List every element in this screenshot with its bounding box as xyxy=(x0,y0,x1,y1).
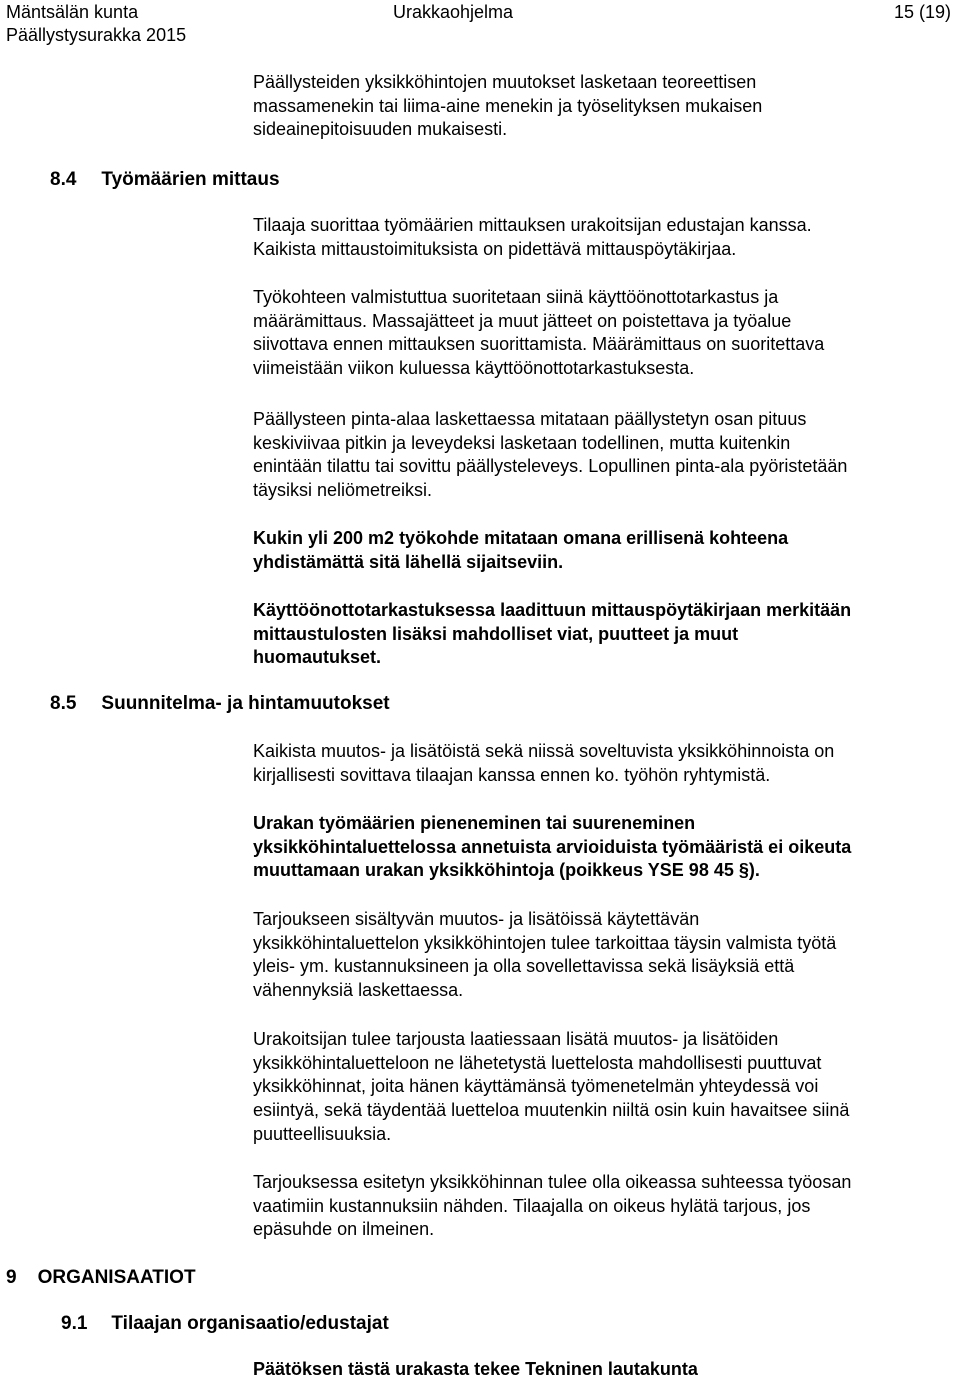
text-line: sideainepitoisuuden mukaisesti. xyxy=(253,119,508,140)
text-line: Päätöksen tästä urakasta tekee Tekninen lautakunta xyxy=(253,1359,698,1379)
text-line: puutteellisuuksia. xyxy=(253,1123,392,1144)
section-title: Tilaajan organisaatio/edustajat xyxy=(111,1313,389,1334)
text-line: Urakan työmäärien pieneneminen tai suureneminen xyxy=(253,813,696,833)
text-line: täysiksi neliömetreiksi. xyxy=(253,480,433,501)
section-heading-9 xyxy=(6,1266,196,1290)
paragraph-commissioning-inspection xyxy=(253,286,953,381)
text-line: Kaikista muutos- ja lisätöistä sekä niissä soveltuvista yksikköhinnoista on xyxy=(253,741,835,761)
section-title: ORGANISAATIOT xyxy=(37,1267,196,1288)
paragraph-quantity-changes xyxy=(253,812,953,883)
section-number: 9 xyxy=(6,1267,17,1288)
paragraph-decision-maker xyxy=(253,1358,953,1382)
header-page-number: 15 (19) xyxy=(893,2,951,22)
text-line: yksikköhintaluetteloon ne lähetetystä luettelosta mahdollisesti puuttuvat xyxy=(253,1052,822,1073)
paragraph-change-work-price-list xyxy=(253,908,953,1003)
paragraph-measurement-by-client xyxy=(253,214,953,261)
paragraph-unit-price-changes xyxy=(253,71,953,142)
paragraph-separate-sites xyxy=(253,527,953,574)
section-title: Suunnitelma- ja hintamuutokset xyxy=(101,693,390,714)
text-line: mittaustulosten lisäksi mahdolliset viat, puutteet ja muut xyxy=(253,623,739,644)
text-line: esiintyä, sekä täydentää luetteloa muutenkin niiltä osin kuin havaitsee siinä xyxy=(253,1100,850,1121)
text-line: vaatimiin kustannuksiin nähden. Tilaajalla on oikeus hylätä tarjous, jos xyxy=(253,1195,811,1216)
text-line: yksikköhintaluettelossa annetuista arvioiduista työmääristä ei oikeuta xyxy=(253,836,852,857)
text-line: Kukin yli 200 m2 työkohde mitataan omana erillisenä kohteena xyxy=(253,528,789,548)
text-line: Käyttöönottotarkastuksessa laadittuun mittauspöytäkirjaan merkitään xyxy=(253,600,852,620)
text-line: yleis- ym. kustannuksineen ja olla sovellettavissa sekä lisäyksiä että xyxy=(253,956,795,977)
text-line: yksikköhintaluettelon yksikköhintojen tulee tarkoittaa täysin valmista työtä xyxy=(253,932,837,953)
text-line: yksikköhinnat, joita hänen käyttämänsä työmenetelmän yhteydessä voi xyxy=(253,1076,819,1097)
text-line: Urakoitsijan tulee tarjousta laatiessaan lisätä muutos- ja lisätöiden xyxy=(253,1029,779,1049)
section-number: 8.5 xyxy=(50,693,77,714)
text-line: kirjallisesti sovittava tilaajan kanssa ennen ko. työhön ryhtymistä. xyxy=(253,764,771,785)
section-heading-8-4 xyxy=(50,168,280,192)
text-line: enintään tilattu tai sovittu päällysteleveys. Lopullinen pinta-ala pyöristetään xyxy=(253,456,848,477)
text-line: vähennyksiä laskettaessa. xyxy=(253,980,464,1001)
text-line: muuttamaan urakan yksikköhintoja (poikkeus YSE 98 45 §). xyxy=(253,860,760,881)
text-line: Tarjoukseen sisältyvän muutos- ja lisätöissä käytettävän xyxy=(253,909,700,929)
text-line: yhdistämättä sitä lähellä sijaitseviin. xyxy=(253,551,564,572)
text-line: Tarjouksessa esitetyn yksikköhinnan tulee olla oikeassa suhteessa työosan xyxy=(253,1172,852,1192)
section-heading-8-5 xyxy=(50,692,390,716)
text-line: siivottava ennen mittauksen suorittamista. Määrämittaus on suoritettava xyxy=(253,334,825,355)
text-line: Tilaaja suorittaa työmäärien mittauksen urakoitsijan edustajan kanssa. xyxy=(253,215,812,235)
text-line: huomautukset. xyxy=(253,647,382,668)
text-line: viimeistään viikon kuluessa käyttöönottotarkastuksesta. xyxy=(253,358,695,379)
text-line: epäsuhde on ilmeinen. xyxy=(253,1219,435,1240)
text-line: Päällysteen pinta-alaa laskettaessa mitataan päällystetyn osan pituus xyxy=(253,409,807,429)
paragraph-surface-area xyxy=(253,408,953,503)
header-municipality: Mäntsälän kunta xyxy=(6,2,139,22)
header-doc-type: Urakkaohjelma xyxy=(393,2,514,22)
text-line: keskiviivaa pitkin ja leveydeksi lasketaan todellinen, mutta kuitenkin xyxy=(253,432,791,453)
header-project: Päällystysurakka 2015 xyxy=(6,25,187,45)
text-line: massamenekin tai liima-aine menekin ja työselityksen mukaisen xyxy=(253,95,763,116)
paragraph-change-work-agreement xyxy=(253,740,953,787)
paragraph-inspection-protocol xyxy=(253,599,953,670)
section-number: 8.4 xyxy=(50,169,77,190)
section-title: Työmäärien mittaus xyxy=(101,169,280,190)
text-line: Päällysteiden yksikköhintojen muutokset lasketaan teoreettisen xyxy=(253,72,757,92)
text-line: määrämittaus. Massajätteet ja muut jätteet on poistettava ja työalue xyxy=(253,310,792,331)
paragraph-missing-unit-prices xyxy=(253,1028,953,1147)
section-number: 9.1 xyxy=(61,1313,88,1334)
text-line: Kaikista mittaustoimituksista on pidettävä mittauspöytäkirjaa. xyxy=(253,238,737,259)
paragraph-price-proportionality xyxy=(253,1171,953,1242)
text-line: Työkohteen valmistuttua suoritetaan siinä käyttöönottotarkastus ja xyxy=(253,287,779,307)
section-heading-9-1 xyxy=(61,1312,389,1336)
